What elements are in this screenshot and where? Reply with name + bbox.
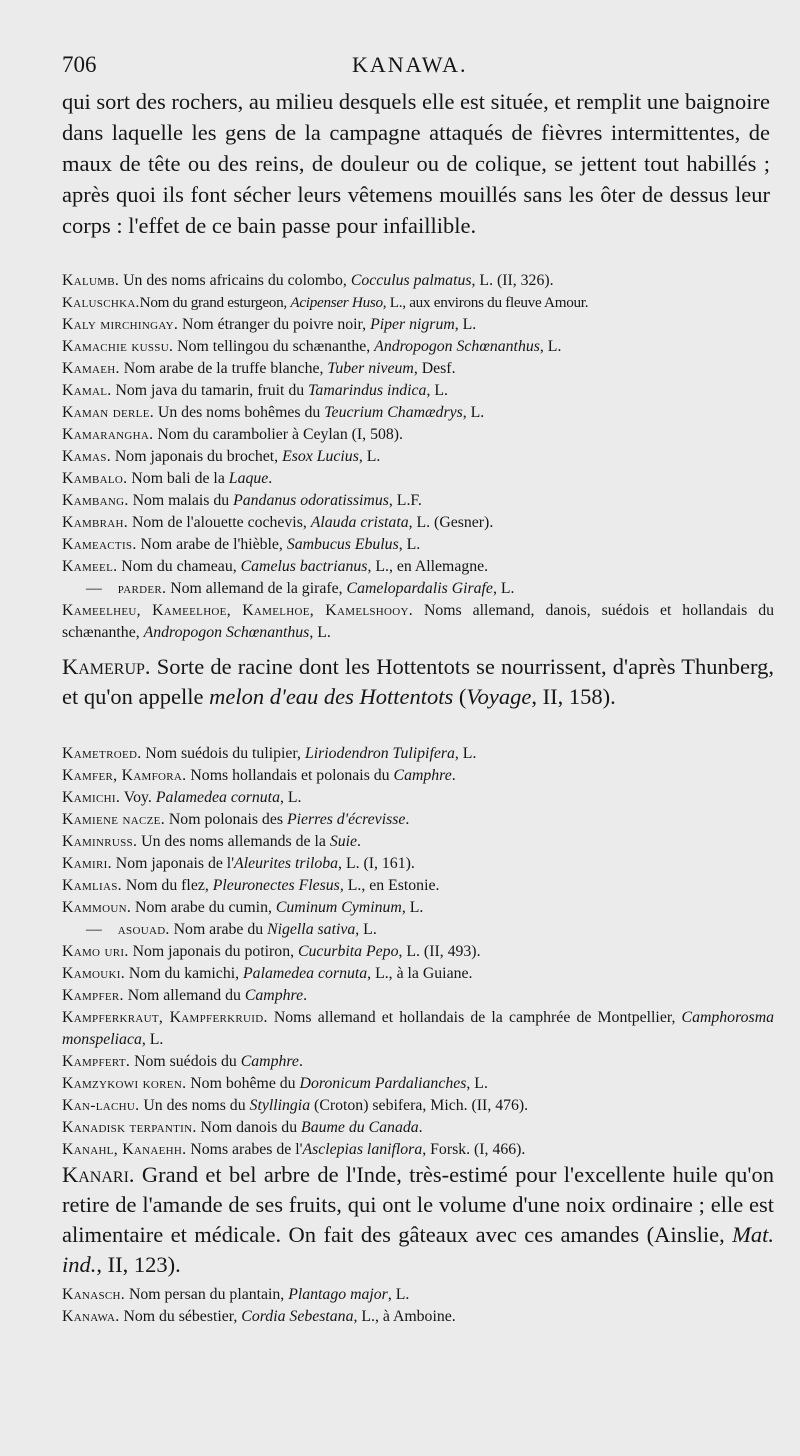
entry-kambalo: Kambalo. Nom bali de la Laque.: [62, 470, 273, 487]
entry-kametroed: Kametroed. Nom suédois du tulipier, Liriodendron Tulipifera, L.: [62, 745, 477, 762]
entry-term: Kameelheu, Kameelhoe, Kamelhoe, Kamelshooy.: [62, 602, 413, 619]
entry-kammoun-asouad: — asouad. Nom arabe du Nigella sativa, L.: [86, 921, 377, 938]
entry-kanasch: Kanasch. Nom persan du plantain, Plantago major, L.: [62, 1286, 410, 1303]
entry-kamerup: Kamerup. Sorte de racine dont les Hottentots se nourrissent, d'après Thunberg, et qu'on appelle melon d'eau des Hottentots (Voyage, II, 158).: [62, 654, 774, 709]
entry-kameelheu: Kameelheu, Kameelhoe, Kamelhoe, Kamelshooy. Noms allemand, danois, suédois et hollandais du schænanthe, Andropogon Schœnanthus, L.: [62, 602, 774, 641]
entry-kamaeh: Kamaeh. Nom arabe de la truffe blanche, Tuber niveum, Desf.: [62, 360, 456, 377]
entry-kamouki: Kamouki. Nom du kamichi, Palamedea cornuta, L., à la Guiane.: [62, 965, 473, 982]
entry-kampferkraut: Kampferkraut, Kampferkruid. Noms allemand et hollandais de la camphrée de Montpellier, Camphorosma monspeliaca, L.: [62, 1009, 774, 1048]
entry-kamal: Kamal. Nom java du tamarin, fruit du Tamarindus indica, L.: [62, 382, 448, 399]
entry-kameactis: Kameactis. Nom arabe de l'hièble, Sambucus Ebulus, L.: [62, 536, 421, 553]
entry-term: Kanasch.: [62, 1286, 125, 1303]
entry-kameel: Kameel. Nom du chameau, Camelus bactrianus, L., en Allemagne.: [62, 558, 489, 575]
entry-kanahl: Kanahl, Kanaehh. Noms arabes de l'Asclepias laniflora, Forsk. (I, 466).: [62, 1141, 526, 1158]
entry-term: Kammoun.: [62, 899, 132, 916]
entry-kambang: Kambang. Nom malais du Pandanus odoratissimus, L.F.: [62, 492, 422, 509]
entry-kanari: Kanari. Grand et bel arbre de l'Inde, très-estimé pour l'excellente huile qu'on retire de l'amande de ses fruits, qui ont le volume d'une noix ordinaire ; elle est alimentaire et médicale. On fait des gâteaux avec ces amandes (Ainslie, Mat. ind., II, 123).: [62, 1162, 774, 1277]
entry-term: Kamaeh.: [62, 360, 120, 377]
entry-kamfer: Kamfer, Kamfora. Noms hollandais et polonais du Camphre.: [62, 767, 456, 784]
entry-term: Kampferkraut, Kampferkruid.: [62, 1009, 268, 1026]
entry-kamachie-kussu: Kamachie kussu. Nom tellingou du schænanthe, Andropogon Schœnanthus, L.: [62, 338, 562, 355]
entry-kamarangha: Kamarangha. Nom du carambolier à Ceylan (I, 508).: [62, 426, 403, 443]
entry-term: Kamarangha.: [62, 426, 154, 443]
entry-term: Kan-lachu.: [62, 1097, 140, 1114]
entry-term: Kamfer, Kamfora.: [62, 767, 187, 784]
entry-term: Kanari.: [62, 1162, 135, 1187]
entry-term: parder.: [117, 580, 167, 597]
entry-term: Kamiene nacze.: [62, 811, 165, 828]
entry-list-2: [62, 743, 774, 1161]
entry-term: Kamachie kussu.: [62, 338, 174, 355]
entry-kamo-uri: Kamo uri. Nom japonais du potiron, Cucurbita Pepo, L. (II, 493).: [62, 943, 481, 960]
entry-list-1: [62, 270, 774, 644]
page-header: [62, 52, 767, 86]
entry-kamiene-nacze: Kamiene nacze. Nom polonais des Pierres d'écrevisse.: [62, 811, 410, 828]
entry-term: Kampfer.: [62, 987, 124, 1004]
entry-term: Kanahl, Kanaehh.: [62, 1141, 187, 1158]
entry-term: Kanadisk terpantin.: [62, 1119, 197, 1136]
entry-term: Kamerup.: [62, 654, 151, 679]
running-title: KANAWA.: [352, 52, 468, 77]
page-number: 706: [62, 52, 97, 77]
entry-list-3: [62, 1284, 774, 1328]
entry-kaly-mirchingay: Kaly mirchingay. Nom étranger du poivre noir, Piper nigrum, L.: [62, 316, 477, 333]
entry-term: Kambrah.: [62, 514, 129, 531]
entry-term: Kamas.: [62, 448, 111, 465]
entry-term: Kaly mirchingay.: [62, 316, 179, 333]
entry-kamas: Kamas. Nom japonais du brochet, Esox Lucius, L.: [62, 448, 381, 465]
entry-kanadisk-terpantin: Kanadisk terpantin. Nom danois du Baume du Canada.: [62, 1119, 423, 1136]
entry-kalumb: Kalumb. Un des noms africains du colombo, Cocculus palmatus, L. (II, 326).: [62, 272, 554, 289]
entry-kampfer: Kampfer. Nom allemand du Camphre.: [62, 987, 308, 1004]
entry-term: Kamlias.: [62, 877, 122, 894]
continued-paragraph: qui sort des rochers, au milieu desquels elle est située, et remplit une baignoire dans laquelle les gens de la campagne attaqués de fièvres intermittentes, de maux de tête ou des reins, de douleur ou de colique, se jettent tout habillés ; après quoi ils font sécher leurs vêtemens mouillés sans les ôter de dessus leur corps : l'effet de ce bain passe pour infaillible.: [62, 89, 770, 238]
entry-term: Kametroed.: [62, 745, 142, 762]
entry-term: Kamouki.: [62, 965, 125, 982]
entry-term: Kaman derle.: [62, 404, 154, 421]
entry-kameel-parder: — parder. Nom allemand de la girafe, Camelopardalis Girafe, L.: [86, 580, 515, 597]
entry-term: Kaluschka.: [62, 294, 140, 311]
entry-term: Kambang.: [62, 492, 129, 509]
entry-kanawa: Kanawa. Nom du sébestier, Cordia Sebestana, L., à Amboine.: [62, 1308, 456, 1325]
entry-kambrah: Kambrah. Nom de l'alouette cochevis, Alauda cristata, L. (Gesner).: [62, 514, 494, 531]
entry-term: Kalumb.: [62, 272, 120, 289]
entry-term: Kaminruss.: [62, 833, 138, 850]
entry-term: Kamzykowi koren.: [62, 1075, 187, 1092]
entry-term: Kanawa.: [62, 1308, 120, 1325]
entry-term: Kampfert.: [62, 1053, 131, 1070]
entry-kammoun: Kammoun. Nom arabe du cumin, Cuminum Cyminum, L.: [62, 899, 424, 916]
entry-kamiri: Kamiri. Nom japonais de l'Aleurites triloba, L. (I, 161).: [62, 855, 415, 872]
entry-term: Kamichi.: [62, 789, 121, 806]
entry-term: Kamal.: [62, 382, 112, 399]
entry-term: Kameactis.: [62, 536, 137, 553]
entry-term: Kameel.: [62, 558, 118, 575]
entry-kamlias: Kamlias. Nom du flez, Pleuronectes Flesus, L., en Estonie.: [62, 877, 440, 894]
entry-kan-lachu: Kan-lachu. Un des noms du Styllingia (Croton) sebifera, Mich. (II, 476).: [62, 1097, 529, 1114]
entry-term: Kambalo.: [62, 470, 128, 487]
entry-term: asouad.: [117, 921, 170, 938]
entry-kamichi: Kamichi. Voy. Palamedea cornuta, L.: [62, 789, 302, 806]
entry-kampfert: Kampfert. Nom suédois du Camphre.: [62, 1053, 303, 1070]
entry-kaman-derle: Kaman derle. Un des noms bohêmes du Teucrium Chamædrys, L.: [62, 404, 485, 421]
entry-term: Kamo uri.: [62, 943, 129, 960]
entry-kamzykowi-koren: Kamzykowi koren. Nom bohême du Doronicum Pardalianches, L.: [62, 1075, 488, 1092]
entry-kaminruss: Kaminruss. Un des noms allemands de la Suie.: [62, 833, 361, 850]
entry-term: Kamiri.: [62, 855, 112, 872]
entry-kaluschka: Kaluschka.Nom du grand esturgeon, Acipenser Huso, L., aux environs du fleuve Amour.: [62, 294, 589, 311]
